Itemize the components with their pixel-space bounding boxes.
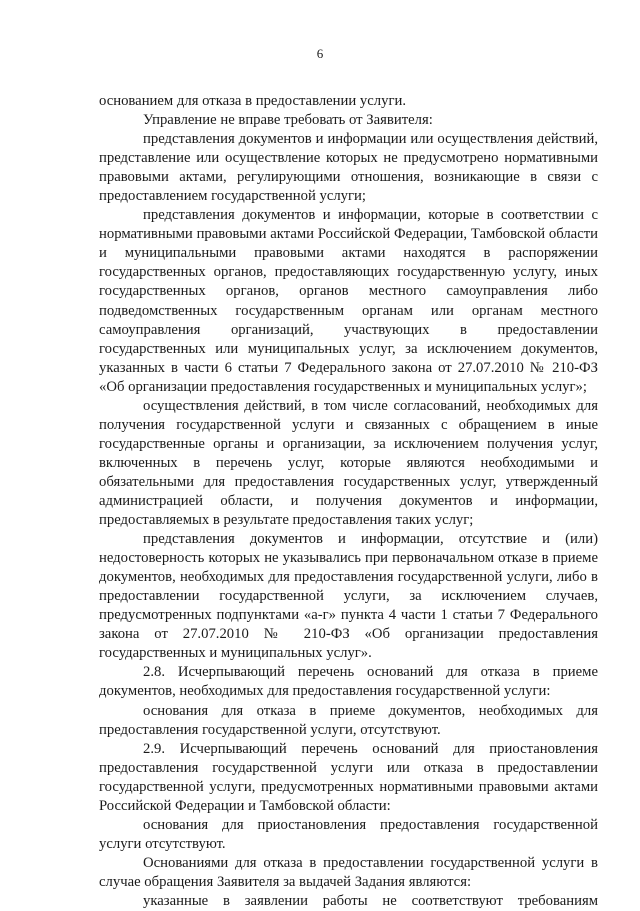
paragraph-requirement-4: представления документов и информации, отсутствие и (или) недостоверность которых не указывались при первоначальном отказе в приеме документов, необходимых для предоставления государственной услуги, либо в предоставлении государственной услуги, за исключением случаев, предусмотренных подпунктами «а-г» пункта 4 части 1 статьи 7 Федерального закона от 27.07.2010 № 210-ФЗ «Об организации предоставления государственных и муниципальных услуг».	[99, 531, 598, 662]
paragraph-2-8-grounds: основания для отказа в приеме документов, необходимых для предоставления государственной услуги, отсутствуют.	[99, 702, 598, 738]
paragraph-requirement-2: представления документов и информации, которые в соответствии с нормативными правовыми актами Российской Федерации, Тамбовской области и муниципальными правовыми актами находятся в распоряжении государственных органов, предоставляющих государственную услугу, иных государственных органов, органов местного самоуправления либо подведомственных государственным органам или органам местного самоуправления организаций, участвующих в предоставлении государственных или муниципальных услуг, за исключением документов, указанных в части 6 статьи 7 Федерального закона от 27.07.2010 № 210-ФЗ «Об организации предоставления государственных и муниципальных услуг»;	[99, 207, 598, 395]
paragraph-refusal-item: указанные в заявлении работы не соответствуют требованиям	[143, 892, 598, 909]
paragraph-section-2-9: 2.9. Исчерпывающий перечень оснований для приостановления предоставления государственной услуги или отказа в предоставлении государственной услуги, предусмотренных нормативными правовыми актами Российской Федерации и Тамбовской области:	[99, 740, 598, 814]
page-number: 6	[316, 46, 324, 61]
paragraph-requirement-1: представления документов и информации или осуществления действий, представление или осуществление которых не предусмотрено нормативными правовыми актами, регулирующими отношения, возникающие в связи с предоставлением государственной услуги;	[99, 131, 598, 205]
paragraph-continuation: основанием для отказа в предоставлении услуги.	[99, 93, 407, 109]
paragraph-2-9-grounds: основания для приостановления предоставления государственной услуги отсутствуют.	[99, 816, 598, 852]
paragraph-requirement-3: осуществления действий, в том числе согласований, необходимых для получения государственной услуги и связанных с обращением в иные государственные органы и организации, за исключением получения услуг, включенных в перечень услуг, которые являются необходимыми и обязательными для предоставления государственных услуг, утвержденный администрацией области, и получения документов и информации, предоставляемых в результате предоставления таких услуг;	[99, 397, 598, 529]
paragraph-refusal-grounds: Основаниями для отказа в предоставлении государственной услуги в случае обращения Заявителя за выдачей Задания являются:	[99, 854, 598, 890]
document-body	[99, 92, 598, 911]
paragraph-requirements-intro: Управление не вправе требовать от Заявителя:	[143, 112, 433, 129]
paragraph-section-2-8: 2.8. Исчерпывающий перечень оснований для отказа в приеме документов, необходимых для предоставления государственной услуги:	[99, 664, 598, 700]
